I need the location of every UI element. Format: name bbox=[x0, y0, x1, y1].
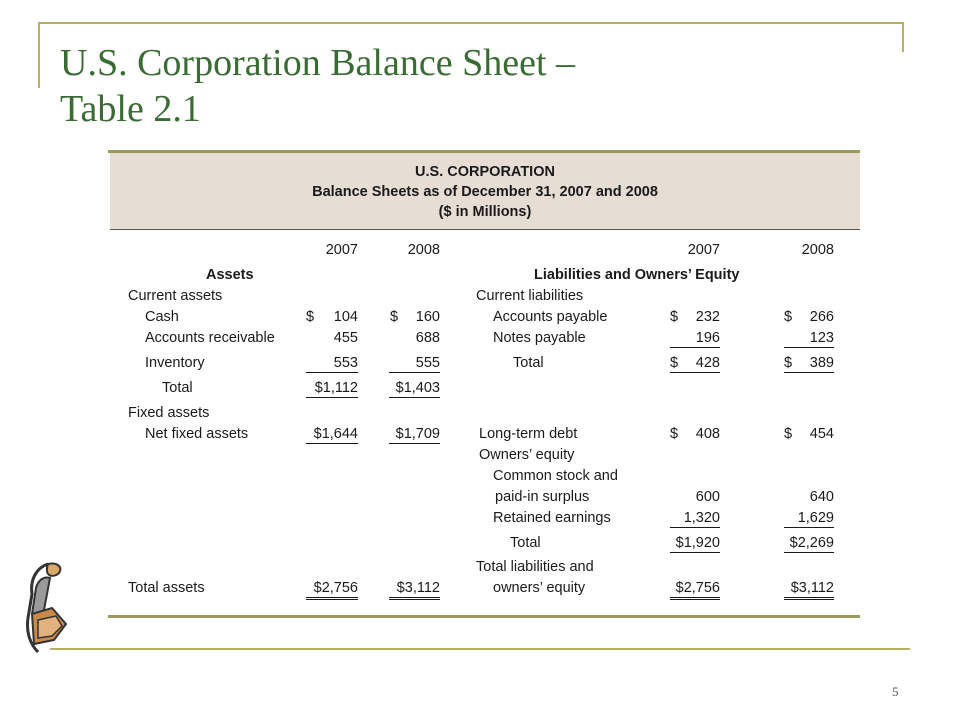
current-liabilities-total-currency-2008: $ bbox=[784, 354, 796, 373]
assets-year-2007: 2007 bbox=[325, 242, 358, 258]
current-liabilities-total-label: Total bbox=[513, 355, 544, 371]
slide-title-line-2: Table 2.1 bbox=[60, 88, 201, 130]
accounts-receivable-label: Accounts receivable bbox=[145, 330, 275, 346]
total-assets-label: Total assets bbox=[128, 580, 205, 596]
long-term-debt-2007: 408 bbox=[695, 426, 720, 442]
assets-heading: Assets bbox=[206, 267, 254, 283]
table-units: ($ in Millions) bbox=[438, 204, 532, 220]
current-liabilities-label: Current liabilities bbox=[476, 288, 584, 304]
table-company-name: U.S. CORPORATION bbox=[415, 164, 555, 180]
common-stock-label-line1: Common stock and bbox=[493, 468, 618, 484]
slide-frame-top-line bbox=[38, 22, 904, 24]
owners-equity-total-2007: $1,920 bbox=[670, 534, 720, 553]
slide-frame-right-line bbox=[902, 22, 904, 52]
cash-2008: 160 bbox=[415, 309, 440, 325]
current-liabilities-total-2008: 389 bbox=[796, 354, 834, 373]
accounts-payable-2008: 266 bbox=[809, 309, 834, 325]
slide-title-line-1: U.S. Corporation Balance Sheet – bbox=[60, 42, 576, 84]
current-assets-total-2007: $1,112 bbox=[306, 379, 358, 398]
total-liabilities-2007: $2,756 bbox=[670, 579, 720, 600]
long-term-debt-currency-2007: $ bbox=[670, 426, 679, 442]
total-assets-2008: $3,112 bbox=[389, 579, 440, 600]
liabilities-year-2008: 2008 bbox=[801, 242, 834, 258]
notes-payable-2008: 123 bbox=[784, 329, 834, 348]
common-stock-2007: 600 bbox=[695, 489, 720, 505]
accounts-receivable-2008: 688 bbox=[415, 330, 440, 346]
owners-equity-total-label: Total bbox=[510, 535, 541, 551]
owners-equity-total-2008: $2,269 bbox=[784, 534, 834, 553]
cash-label: Cash bbox=[145, 309, 179, 325]
net-fixed-assets-2008: $1,709 bbox=[389, 425, 440, 444]
common-stock-label-line2: paid-in surplus bbox=[495, 489, 590, 505]
cash-2007: 104 bbox=[333, 309, 358, 325]
slide-frame-left-line bbox=[38, 22, 40, 88]
slide-frame-bottom-line bbox=[50, 648, 910, 650]
inventory-label: Inventory bbox=[145, 355, 205, 371]
liabilities-heading: Liabilities and Owners’ Equity bbox=[534, 267, 740, 283]
current-liabilities-total-2007: 428 bbox=[682, 354, 720, 373]
net-fixed-assets-label: Net fixed assets bbox=[145, 426, 249, 442]
common-stock-2008: 640 bbox=[809, 489, 834, 505]
notes-payable-label: Notes payable bbox=[493, 330, 586, 346]
current-assets-total-label: Total bbox=[162, 380, 193, 396]
current-liabilities-total-currency-2007: $ bbox=[670, 354, 682, 373]
total-liabilities-2008: $3,112 bbox=[784, 579, 834, 600]
owners-equity-label: Owners’ equity bbox=[479, 447, 575, 463]
table-header bbox=[110, 153, 860, 230]
long-term-debt-2008: 454 bbox=[809, 426, 834, 442]
accounts-payable-label: Accounts payable bbox=[493, 309, 608, 325]
retained-earnings-label: Retained earnings bbox=[493, 510, 611, 526]
total-liabilities-label-line2: owners’ equity bbox=[493, 580, 586, 596]
retained-earnings-2007: 1,320 bbox=[670, 509, 720, 528]
liabilities-year-2007: 2007 bbox=[687, 242, 720, 258]
inventory-2007: 553 bbox=[306, 354, 358, 373]
accounts-payable-currency-2007: $ bbox=[670, 309, 679, 325]
notes-payable-2007: 196 bbox=[670, 329, 720, 348]
accounts-receivable-2007: 455 bbox=[333, 330, 358, 346]
slide-number: 5 bbox=[892, 684, 899, 699]
retained-earnings-2008: 1,629 bbox=[784, 509, 834, 528]
current-assets-total-2008: $1,403 bbox=[389, 379, 440, 398]
scroll-decoration-icon bbox=[18, 558, 74, 658]
total-liabilities-label-line1: Total liabilities and bbox=[476, 559, 594, 575]
net-fixed-assets-2007: $1,644 bbox=[306, 425, 358, 444]
inventory-2008: 555 bbox=[389, 354, 440, 373]
cash-currency-2008: $ bbox=[390, 309, 399, 325]
accounts-payable-currency-2008: $ bbox=[784, 309, 793, 325]
cash-currency-2007: $ bbox=[306, 309, 315, 325]
total-assets-2007: $2,756 bbox=[306, 579, 358, 600]
long-term-debt-label: Long-term debt bbox=[479, 426, 578, 442]
table-subtitle: Balance Sheets as of December 31, 2007 and 2008 bbox=[312, 184, 658, 200]
fixed-assets-label: Fixed assets bbox=[128, 405, 210, 421]
current-assets-label: Current assets bbox=[128, 288, 223, 304]
accounts-payable-2007: 232 bbox=[695, 309, 720, 325]
table-bottom-rule bbox=[108, 615, 860, 618]
slide-title bbox=[60, 40, 575, 132]
assets-year-2008: 2008 bbox=[407, 242, 440, 258]
long-term-debt-currency-2008: $ bbox=[784, 426, 793, 442]
